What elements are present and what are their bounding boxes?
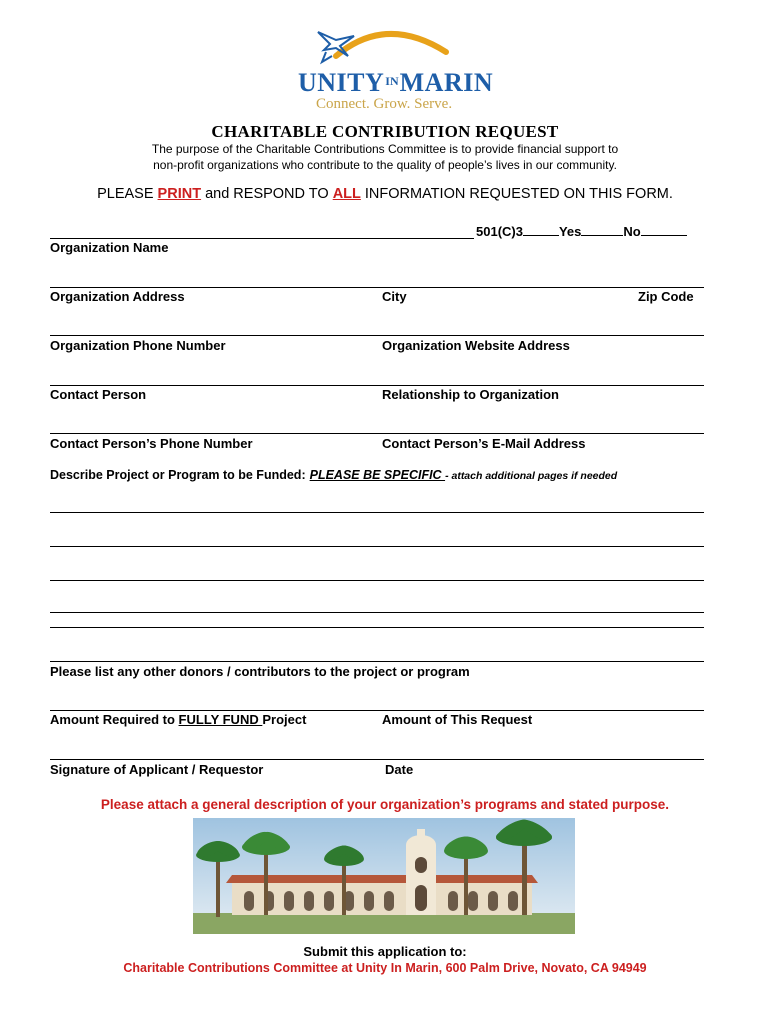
contact-phone-label: Contact Person’s Phone Number — [50, 436, 253, 451]
contact-phone-field[interactable] — [50, 433, 704, 434]
signature-label: Signature of Applicant / Requestor — [50, 762, 264, 777]
other-donors-label: Please list any other donors / contributors to the project or program — [50, 664, 470, 679]
organization-name-label: Organization Name — [50, 240, 169, 255]
logo-tagline: Connect. Grow. Serve. — [316, 96, 453, 112]
logo-wordmark: $UNITY^{IN}MARIN$ — [298, 68, 494, 97]
project-description-line[interactable] — [50, 627, 704, 628]
contact-email-label: Contact Person’s E-Mail Address — [382, 436, 586, 451]
amount-required-label: Amount Required to FULLY FUND Project — [50, 712, 307, 727]
organization-address-label: Organization Address — [50, 289, 185, 304]
project-description-line[interactable] — [50, 580, 704, 581]
other-donors-field[interactable] — [50, 661, 704, 662]
contact-person-label: Contact Person — [50, 387, 147, 402]
page-title: CHARITABLE CONTRIBUTION REQUEST — [211, 122, 559, 141]
relationship-label: Relationship to Organization — [382, 387, 559, 402]
contact-person-field[interactable] — [50, 385, 704, 386]
501c3-field[interactable]: 501(C)3 Yes No — [476, 223, 687, 239]
organization-name-field[interactable] — [50, 238, 474, 239]
building-illustration — [192, 817, 576, 935]
project-description-line[interactable] — [50, 546, 704, 547]
amount-required-field[interactable] — [50, 710, 704, 711]
amount-request-label: Amount of This Request — [382, 712, 533, 727]
submit-address: Charitable Contributions Committee at Unity In Marin, 600 Palm Drive, Novato, CA 94949 — [123, 961, 647, 975]
city-label: City — [382, 289, 407, 304]
organization-website-label: Organization Website Address — [382, 338, 570, 353]
form-instruction: PLEASE PRINT and RESPOND TO ALL INFORMATION REQUESTED ON THIS FORM. — [97, 186, 673, 202]
describe-project-label: Describe Project or Program to be Funded: PLEASE BE SPECIFIC - attach additional pages if needed — [50, 468, 618, 482]
project-description-line[interactable] — [50, 612, 704, 613]
organization-address-field[interactable] — [50, 287, 704, 288]
signature-field[interactable] — [50, 759, 704, 760]
purpose-text: The purpose of the Charitable Contributions Committee is to provide financial support to non-profit organizations who contribute to the quality of people’s lives in our community. — [151, 142, 619, 172]
zip-code-label: Zip Code — [638, 289, 694, 304]
date-label: Date — [385, 762, 414, 777]
project-description-line[interactable] — [50, 512, 704, 513]
organization-phone-field[interactable] — [50, 335, 704, 336]
submit-label: Submit this application to: — [303, 944, 467, 959]
organization-phone-label: Organization Phone Number — [50, 338, 226, 353]
attach-description-note: Please attach a general description of your organization’s programs and stated purpose. — [100, 797, 670, 812]
